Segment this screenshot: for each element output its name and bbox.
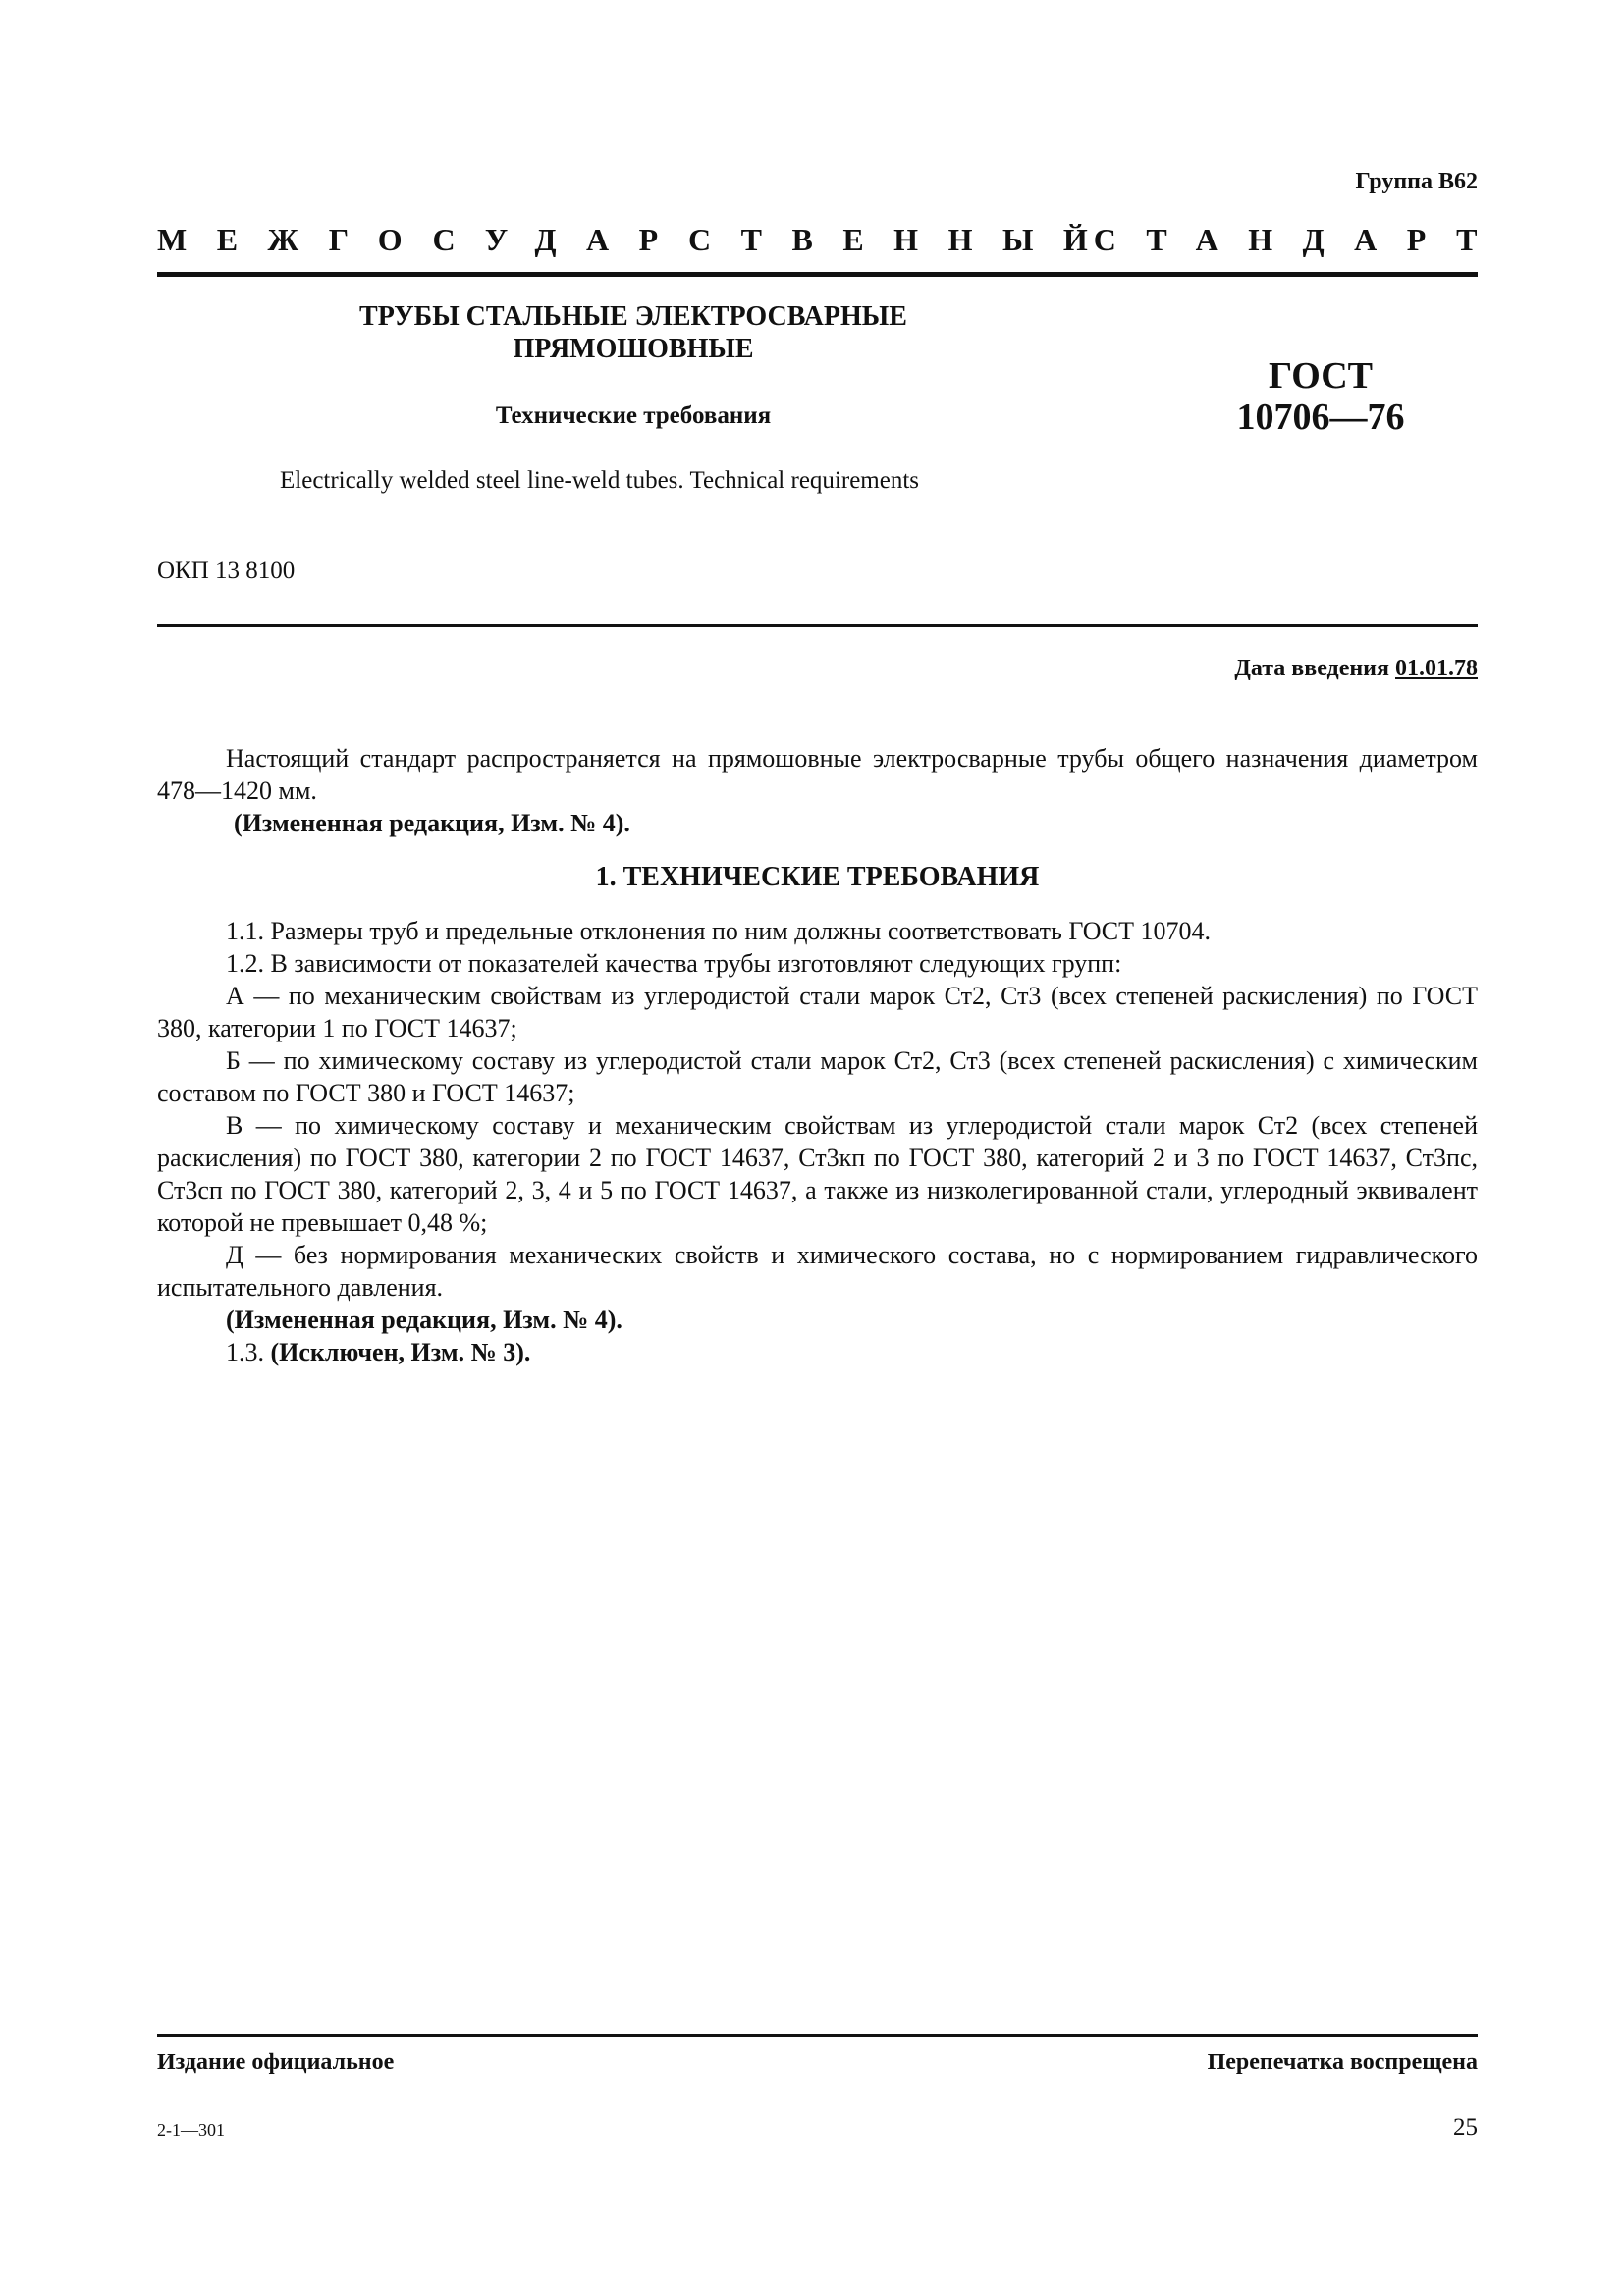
top-rule: [157, 272, 1478, 277]
reprint-prohibited-label: Перепечатка воспрещена: [1207, 2050, 1478, 2075]
title-line-2: ПРЯМОШОВНЫЕ: [513, 334, 754, 364]
group-d-paragraph: Д — без нормирования механических свойств и химического состава, но с нормированием гидравлического испытательного давления.: [157, 1241, 1478, 1302]
paragraph-1-3-text: (Исключен, Изм. № 3).: [270, 1338, 531, 1366]
page-number: 25: [1453, 2114, 1478, 2141]
introduction-date-value: 01.01.78: [1395, 656, 1478, 681]
paragraph-1-3: [157, 1336, 1478, 1368]
official-edition-label: Издание официальное: [157, 2050, 395, 2075]
standard-heading-word-2: СТАНДАРТ: [1093, 222, 1507, 257]
title-line-1: ТРУБЫ СТАЛЬНЫЕ ЭЛЕКТРОСВАРНЫЕ: [359, 301, 907, 332]
paragraph-1-2: 1.2. В зависимости от показателей качества трубы изготовляют следующих групп:: [226, 949, 1122, 978]
group-a-paragraph: А — по механическим свойствам из углеродистой стали марок Ст2, Ст3 (всех степеней раскисления) по ГОСТ 380, категории 1 по ГОСТ 14637;: [157, 982, 1478, 1042]
middle-rule: [157, 624, 1478, 627]
group-code: Группа В62: [1355, 169, 1478, 194]
print-code: 2-1—301: [157, 2120, 225, 2140]
paragraph-1-3-number: 1.3.: [226, 1338, 271, 1366]
gost-number: 10706—76: [1236, 397, 1405, 438]
scope-paragraph: Настоящий стандарт распространяется на прямошовные электросварные трубы общего назначения диаметром 478—1420 мм.: [157, 744, 1478, 805]
section-title: 1. ТЕХНИЧЕСКИЕ ТРЕБОВАНИЯ: [595, 862, 1040, 892]
gost-label: ГОСТ: [1268, 355, 1374, 397]
okp-code: ОКП 13 8100: [157, 558, 296, 584]
document-subtitle: Технические требования: [495, 402, 772, 429]
edit-note-2: (Измененная редакция, Изм. № 4).: [226, 1306, 622, 1334]
english-title: Electrically welded steel line-weld tubes. Technical requirements: [280, 467, 920, 494]
paragraph-1-1: 1.1. Размеры труб и предельные отклонения по ним должны соответствовать ГОСТ 10704.: [226, 917, 1212, 945]
gost-designation: [1208, 355, 1434, 438]
document-body: [157, 742, 1478, 1368]
edit-note-1: (Измененная редакция, Изм. № 4).: [234, 809, 630, 837]
bottom-rule: [157, 2034, 1478, 2037]
introduction-date: [1234, 656, 1478, 682]
introduction-date-label: Дата введения: [1234, 656, 1395, 681]
document-title: [295, 300, 972, 365]
group-b-paragraph: Б — по химическому составу из углеродистой стали марок Ст2, Ст3 (всех степеней раскисления) с химическим составом по ГОСТ 380 и ГОСТ 14637;: [157, 1046, 1478, 1107]
group-v-paragraph: В — по химическому составу и механическим свойствам из углеродистой стали марок Ст2 (всех степеней раскисления) по ГОСТ 380, категории 2 по ГОСТ 14637, Ст3кп по ГОСТ 380, категорий 2 и 3 по ГОСТ 14637, Ст3пс, Ст3сп по ГОСТ 380, категорий 2, 3, 4 и 5 по ГОСТ 14637, а также из низколегированной стали, углеродный эквивалент которой не превышает 0,48 %;: [157, 1111, 1478, 1237]
standard-heading-word-1: МЕЖГОСУДАРСТВЕННЫЙ: [157, 222, 1118, 257]
standard-heading: [157, 222, 1507, 261]
